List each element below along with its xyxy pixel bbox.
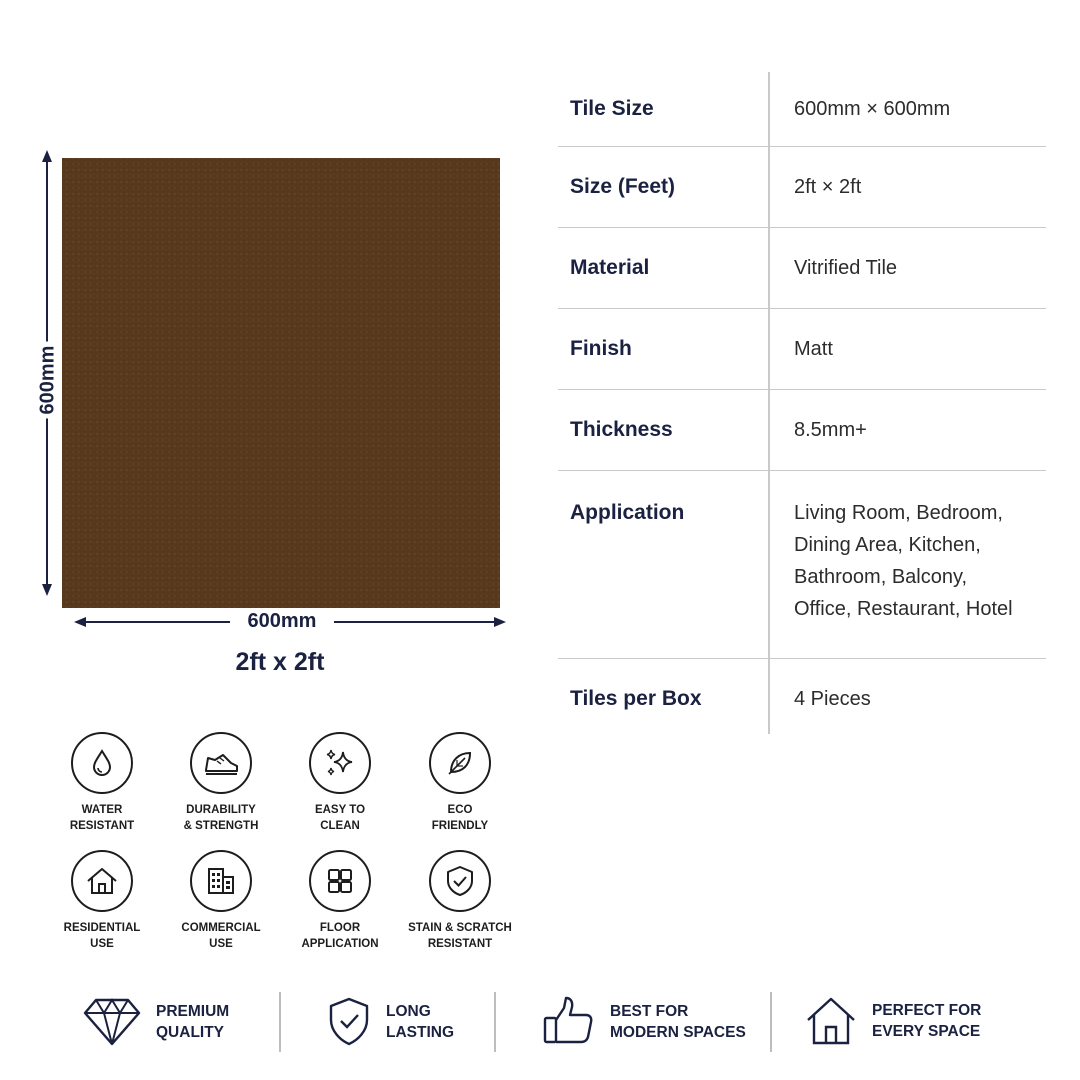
spec-value: Matt	[794, 338, 833, 360]
spec-value: 2ft × 2ft	[794, 176, 862, 198]
badge-best-for-modern-spaces	[540, 994, 746, 1050]
spec-row-tiles-per-box	[558, 659, 1046, 739]
leaf-icon	[429, 732, 491, 794]
floor-grid-icon	[309, 850, 371, 912]
feature-label: EASY TO CLEAN	[314, 804, 366, 832]
sparkle-icon	[309, 732, 371, 794]
width-dimension-label: 600mm	[230, 610, 334, 633]
house-icon	[71, 850, 133, 912]
spec-value: Vitrified Tile	[794, 257, 898, 279]
feature-label: WATER RESISTANT	[69, 804, 135, 832]
badge-premium-quality	[82, 996, 229, 1048]
spec-value: 600mm × 600mm	[794, 98, 951, 120]
spec-label: Finish	[570, 337, 632, 360]
spec-row-tile-size	[558, 72, 1046, 147]
shoe-icon	[190, 732, 252, 794]
badge-label: PREMIUM QUALITY	[156, 1003, 230, 1041]
spec-label: Application	[570, 501, 685, 524]
feature-stain-scratch-resistant	[400, 850, 520, 952]
height-dimension-label: 600mm	[22, 330, 74, 430]
spec-label: Tiles per Box	[570, 687, 702, 710]
feature-commercial-use	[161, 850, 281, 952]
feature-floor-application	[280, 850, 400, 952]
feature-eco-friendly	[400, 732, 520, 834]
home-outline-icon	[804, 994, 858, 1048]
spec-label: Material	[570, 256, 650, 279]
spec-row-finish	[558, 309, 1046, 390]
spec-label: Thickness	[570, 418, 673, 441]
feature-label: RESIDENTIAL USE	[63, 922, 141, 950]
spec-label: Tile Size	[570, 97, 654, 120]
spec-row-size-feet	[558, 147, 1046, 228]
feature-residential-use	[42, 850, 162, 952]
dimension-arrows	[0, 0, 560, 700]
badge-long-lasting	[326, 996, 454, 1048]
shield-check-icon	[429, 850, 491, 912]
spec-label: Size (Feet)	[570, 175, 676, 198]
badge-separator	[494, 992, 496, 1052]
feature-label: STAIN & SCRATCH RESISTANT	[408, 922, 512, 950]
thumbs-up-icon	[540, 994, 596, 1050]
water-drop-icon	[71, 732, 133, 794]
badge-label: LONG LASTING	[386, 1003, 455, 1041]
spec-row-thickness	[558, 390, 1046, 471]
shield-check-icon	[326, 996, 372, 1048]
badge-label: PERFECT FOR EVERY SPACE	[872, 1002, 982, 1040]
size-in-feet: 2ft x 2ft	[235, 648, 325, 676]
spec-value: Living Room, Bedroom, Dining Area, Kitchen, Bathroom, Balcony, Office, Restaurant, Hotel	[794, 502, 1013, 620]
diamond-icon	[82, 996, 142, 1048]
spec-value: 4 Pieces	[794, 688, 871, 710]
feature-water-resistant	[42, 732, 162, 834]
spec-table	[558, 72, 1046, 739]
spec-row-application	[558, 471, 1046, 659]
badge-label: BEST FOR MODERN SPACES	[610, 1003, 746, 1041]
building-icon	[190, 850, 252, 912]
feature-label: DURABILITY & STRENGTH	[183, 804, 259, 832]
feature-label: ECO FRIENDLY	[431, 804, 489, 832]
badge-separator	[770, 992, 772, 1052]
feature-durability	[161, 732, 281, 834]
feature-label: COMMERCIAL USE	[181, 922, 261, 950]
badge-separator	[279, 992, 281, 1052]
feature-label: FLOOR APPLICATION	[301, 922, 379, 950]
spec-row-material	[558, 228, 1046, 309]
spec-value: 8.5mm+	[794, 419, 867, 441]
badge-perfect-for-every-space	[804, 994, 981, 1048]
feature-easy-to-clean	[280, 732, 400, 834]
